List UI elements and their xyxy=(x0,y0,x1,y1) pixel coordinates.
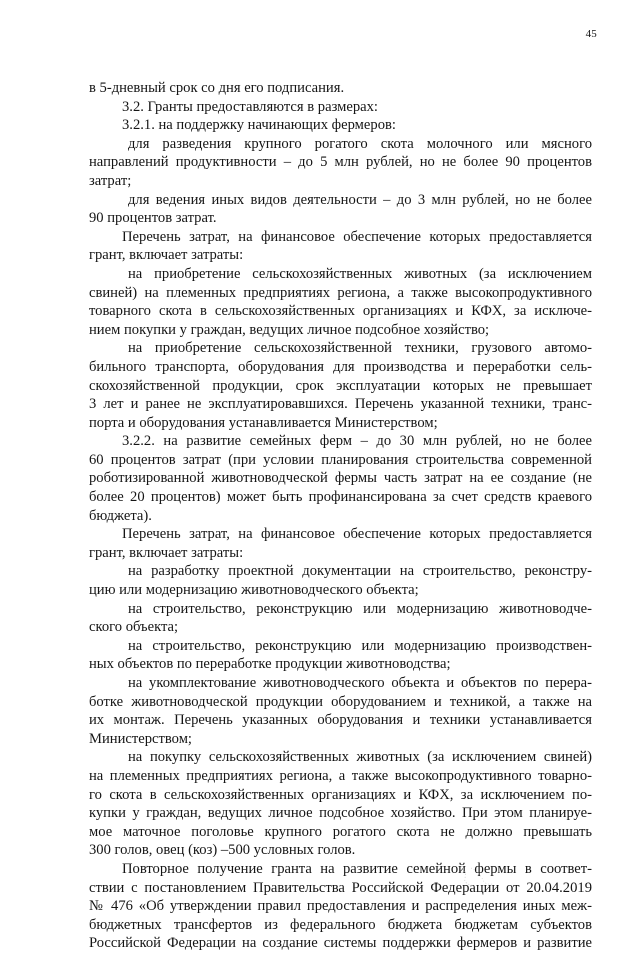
text-line: ботке животноводческой продукции оборудованием и техникой, а также на xyxy=(89,693,592,710)
text-line: на покупку сельскохозяйственных животных (за исключением свиней) xyxy=(128,749,592,766)
text-line: бильного транспорта, оборудования для производства и переработки сель- xyxy=(89,358,592,375)
text-line: купки у граждан, ведущих личное подсобное хозяйство. При этом планируе- xyxy=(89,805,592,822)
text-line: бюджета). xyxy=(89,507,152,524)
text-line: ствии с постановлением Правительства Российской Федерации от 20.04.2019 xyxy=(89,879,592,896)
text-line: более 20 процентов) может быть профинансирована за счет средств краевого xyxy=(89,489,592,506)
text-line: для разведения крупного рогатого скота молочного или мясного xyxy=(128,135,592,152)
text-line: для ведения иных видов деятельности – до 3 млн рублей, но не более xyxy=(128,191,592,208)
text-line: роботизированной животноводческой фермы часть затрат на ее создание (не xyxy=(89,470,592,487)
text-line: Российской Федерации на создание системы поддержки фермеров и развитие xyxy=(89,935,592,952)
text-line: на племенных предприятиях региона, а также высокопродуктивного товарно- xyxy=(89,767,592,784)
text-line: Повторное получение гранта на развитие семейной фермы в соответ- xyxy=(122,860,592,877)
text-line: скохозяйственной продукции, срок эксплуатации которых не превышает xyxy=(89,377,592,394)
text-line: Перечень затрат, на финансовое обеспечение которых предоставляется xyxy=(122,228,592,245)
text-line: 90 процентов затрат. xyxy=(89,210,217,227)
text-line: грант, включает затраты: xyxy=(89,247,244,264)
text-line: на строительство, реконструкцию или модернизацию производствен- xyxy=(128,637,592,654)
text-line: товарного скота в сельскохозяйственных организациях и КФХ, за исключе- xyxy=(89,303,592,320)
text-line: их монтаж. Перечень указанных оборудования и техники устанавливается xyxy=(89,712,592,729)
text-line: порта и оборудования устанавливается Министерством; xyxy=(89,414,438,431)
text-line: на укомплектование животноводческого объекта и объектов по перера- xyxy=(128,675,592,691)
text-line: нием покупки у граждан, ведущих личное подсобное хозяйство; xyxy=(89,321,490,338)
document-body xyxy=(89,79,592,953)
text-line: 3 лет и ранее не эксплуатировавшихся. Перечень указанной техники, транс- xyxy=(89,396,592,413)
text-line: в 5-дневный срок со дня его подписания. xyxy=(89,80,345,96)
text-line: Министерством; xyxy=(89,730,192,747)
text-line: на приобретение сельскохозяйственной техники, грузового автомо- xyxy=(128,340,592,357)
text-line: бюджетных трансфертов из федерального бюджета бюджетам субъектов xyxy=(89,916,592,933)
scan-mark xyxy=(445,858,505,892)
text-line: 3.2.2. на развитие семейных ферм – до 30 млн рублей, но не более xyxy=(122,433,592,450)
text-line: мое маточное поголовье крупного рогатого скота не должно превышать xyxy=(89,823,592,840)
text-line: го скота в сельскохозяйственных организациях и КФХ, за исключением по- xyxy=(89,786,592,803)
text-line: ных объектов по переработке продукции животноводства; xyxy=(89,656,451,673)
text-line: свиней) на племенных предприятиях региона, а также высокопродуктивного xyxy=(89,284,592,301)
page-number: 45 xyxy=(585,28,597,40)
text-line: ского объекта; xyxy=(89,619,179,636)
text-line: затрат; xyxy=(89,172,132,189)
text-line: № 476 «Об утверждении правил предоставления и распределения иных меж- xyxy=(89,898,592,915)
text-line: направлений продуктивности – до 5 млн рублей, но не более 90 процентов xyxy=(89,154,592,171)
text-line: на разработку проектной документации на строительство, реконстру- xyxy=(128,563,592,580)
text-line: Перечень затрат, на финансовое обеспечение которых предоставляется xyxy=(122,526,592,543)
text-line: 3.2. Гранты предоставляются в размерах: xyxy=(122,98,378,115)
text-line: грант, включает затраты: xyxy=(89,544,244,561)
text-line: 60 процентов затрат (при условии планирования строительства современной xyxy=(89,451,592,468)
text-line: цию или модернизацию животноводческого объекта; xyxy=(89,582,419,599)
text-line: на строительство, реконструкцию или модернизацию животноводче- xyxy=(128,600,592,617)
text-line: на приобретение сельскохозяйственных животных (за исключением xyxy=(128,265,592,282)
text-line: 3.2.1. на поддержку начинающих фермеров: xyxy=(122,117,396,134)
text-line: 300 голов, овец (коз) –500 условных голов. xyxy=(89,842,356,859)
